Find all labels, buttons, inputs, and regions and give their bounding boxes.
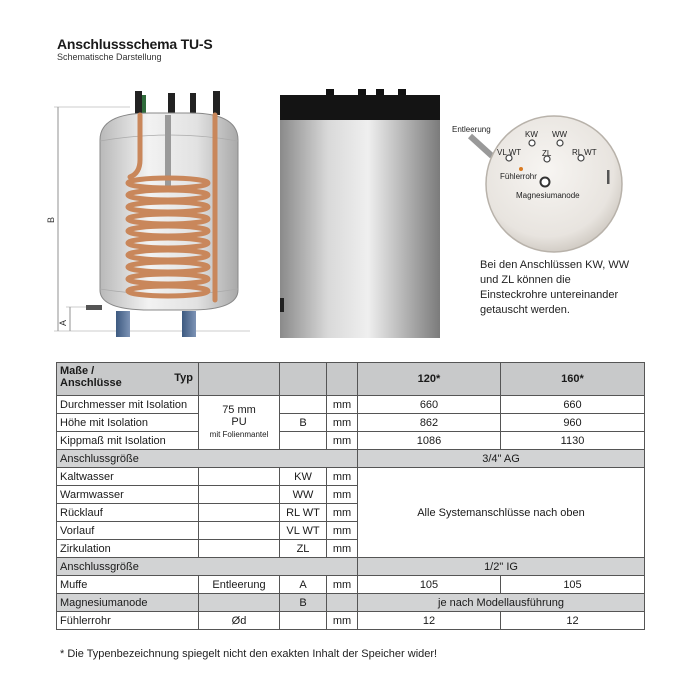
header-type-120: 120*: [358, 363, 501, 396]
value-120: 862: [358, 414, 501, 432]
code-cell: B: [280, 414, 327, 432]
unit-cell: mm: [327, 468, 358, 486]
row-label: Rücklauf: [57, 504, 199, 522]
unit-cell: mm: [327, 576, 358, 594]
unit-cell: mm: [327, 414, 358, 432]
desc-cell: Entleerung: [199, 576, 280, 594]
section-value: 1/2" IG: [358, 558, 645, 576]
row-label: Höhe mit Isolation: [57, 414, 199, 432]
code-cell: RL WT: [280, 504, 327, 522]
table-row: [57, 468, 645, 486]
table-row: [57, 414, 645, 432]
row-label: Kippmaß mit Isolation: [57, 432, 199, 450]
row-label: Fühlerrohr: [57, 612, 199, 630]
tank-cutaway-figure: [46, 85, 255, 340]
value-120: 1086: [358, 432, 501, 450]
connection-note: Bei den Anschlüssen KW, WW und ZL können die Einsteckrohre untereinander getauscht werden.: [480, 259, 630, 316]
header-type-160: 160*: [501, 363, 645, 396]
code-cell: B: [280, 594, 327, 612]
row-label: Magnesiumanode: [57, 594, 199, 612]
row-label: Durchmesser mit Isolation: [57, 396, 199, 414]
page-title: Anschlussschema TU-S: [57, 36, 213, 52]
label-magnesiumanode: Magnesiumanode: [516, 191, 580, 200]
code-cell: A: [280, 576, 327, 594]
insulation-material: PU: [231, 416, 247, 428]
row-label: Vorlauf: [57, 522, 199, 540]
table-row: [57, 432, 645, 450]
page-subtitle: Schematische Darstellung: [57, 52, 162, 62]
table-row: [57, 396, 645, 414]
header-masse: Maße /: [60, 365, 95, 377]
value-160: 1130: [501, 432, 645, 450]
label-ww: WW: [552, 130, 568, 139]
value-160: 960: [501, 414, 645, 432]
unit-cell: mm: [327, 522, 358, 540]
desc-cell: Ød: [199, 612, 280, 630]
value-120: 660: [358, 396, 501, 414]
table-row: [57, 576, 645, 594]
dimension-b-label: B: [46, 216, 56, 223]
footnote: * Die Typenbezeichnung spiegelt nicht den exakten Inhalt der Speicher wider!: [60, 648, 438, 660]
table-row: [57, 612, 645, 630]
table-header-row: [57, 363, 645, 396]
code-cell: ZL: [280, 540, 327, 558]
code-cell: KW: [280, 468, 327, 486]
header-typ: Typ: [174, 372, 193, 384]
tank-exterior-figure: [278, 88, 443, 340]
unit-cell: mm: [327, 432, 358, 450]
unit-cell: mm: [327, 540, 358, 558]
dimension-a-label: A: [58, 319, 68, 326]
row-label: Zirkulation: [57, 540, 199, 558]
insulation-jacket: mit Folienmantel: [209, 430, 269, 439]
label-entleerung: Entleerung: [452, 125, 491, 134]
insulation-thickness: 75 mm: [222, 404, 256, 416]
header-anschluesse: Anschlüsse: [60, 377, 122, 389]
row-label: Kaltwasser: [57, 468, 199, 486]
unit-cell: mm: [327, 396, 358, 414]
unit-cell: mm: [327, 504, 358, 522]
top-view-figure: [452, 112, 632, 252]
table-section-row: [57, 558, 645, 576]
label-fuehlerrohr: Fühlerrohr: [500, 172, 537, 181]
label-kw: KW: [525, 130, 538, 139]
code-cell: WW: [280, 486, 327, 504]
table-row: [57, 594, 645, 612]
label-vl-wt: VL WT: [497, 148, 522, 157]
row-label: Warmwasser: [57, 486, 199, 504]
section-label: Anschlussgröße: [57, 558, 358, 576]
label-rl-wt: RL WT: [572, 148, 597, 157]
system-connections-cell: Alle Systemanschlüsse nach oben: [358, 468, 645, 558]
unit-cell: mm: [327, 612, 358, 630]
value-120: 105: [358, 576, 501, 594]
insulation-cell: [199, 396, 280, 450]
anode-value: je nach Modellausführung: [358, 594, 645, 612]
section-value: 3/4" AG: [358, 450, 645, 468]
value-160: 105: [501, 576, 645, 594]
value-160: 12: [501, 612, 645, 630]
section-label: Anschlussgröße: [57, 450, 358, 468]
spec-table: [56, 362, 645, 630]
value-160: 660: [501, 396, 645, 414]
label-zl: ZL: [542, 149, 552, 158]
table-section-row: [57, 450, 645, 468]
code-cell: VL WT: [280, 522, 327, 540]
unit-cell: mm: [327, 486, 358, 504]
value-120: 12: [358, 612, 501, 630]
row-label: Muffe: [57, 576, 199, 594]
